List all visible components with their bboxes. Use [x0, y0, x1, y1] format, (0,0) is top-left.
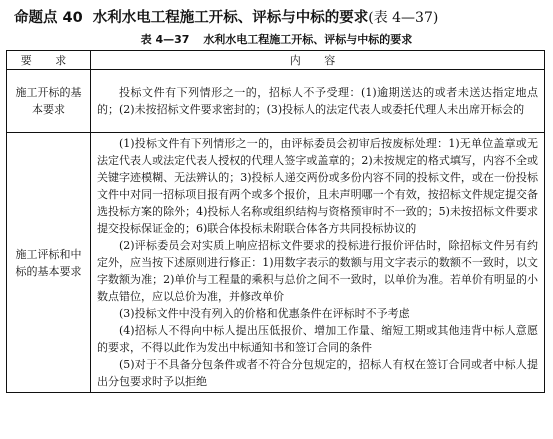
heading-number: 命题点 40	[14, 10, 83, 26]
row-content	[91, 70, 545, 133]
column-header-content: 内 容	[91, 51, 545, 70]
content-paragraph: (1)投标文件有下列情形之一的，由评标委员会初审后按废标处理：1)无单位盖章或无法定代表人或法定代表人授权的代理人签字或盖章的；2)未按规定的格式填写，内容不全或关键字迹模糊、无法辨认的；3)投标人递交两份或多份内容不同的投标文件，或在一份投标文件中对同一招标项目报有两个或多个报价，且未声明哪一个有效，按招标文件规定提交备选投标方案的除外；4)投标人名称或组织结构与资格预审时不一致的；5)未按招标文件要求提交投标保证金的；6)联合体投标未附联合体各方共同投标协议的	[97, 137, 538, 235]
table-caption-title: 水利水电工程施工开标、评标与中标的要求	[203, 33, 413, 46]
heading-title: 水利水电工程施工开标、评标与中标的要求	[92, 10, 369, 26]
row-label: 施工评标和中标的基本要求	[7, 133, 91, 393]
requirements-table	[6, 50, 545, 393]
section-heading	[14, 6, 438, 27]
content-paragraph: (4)招标人不得向中标人提出压低报价、增加工作量、缩短工期或其他违背中标人意愿的要求，不得以此作为发出中标通知书和签订合同的条件	[97, 324, 538, 354]
table-header-row	[7, 51, 545, 70]
table-row	[7, 133, 545, 393]
row-label: 施工开标的基本要求	[7, 70, 91, 133]
column-header-requirement: 要 求	[7, 51, 91, 70]
content-paragraph: 投标文件有下列情形之一的，招标人不予受理：(1)逾期送达的或者未送达指定地点的；(2)未按招标文件要求密封的；(3)投标人的法定代表人或委托代理人未出席开标会的	[97, 86, 538, 116]
table-caption-id: 表 4—37	[140, 33, 190, 46]
content-paragraph: (2)评标委员会对实质上响应招标文件要求的投标进行报价评估时，除招标文件另有约定外，应当按下述原则进行修正：1)用数字表示的数额与用文字表示的数额不一致时，以文字数额为准；2)单价与工程量的乘积与总价之间不一致时，以单价为准。若单价有明显的小数点错位，应以总价为准，并修改单价	[97, 239, 538, 303]
content-paragraph: (3)投标文件中没有列入的价格和优惠条件在评标时不予考虑	[119, 307, 410, 320]
table-caption	[0, 31, 553, 47]
table-row	[7, 70, 545, 133]
content-paragraph: (5)对于不具备分包条件或者不符合分包规定的，招标人有权在签订合同或者中标人提出分包要求时予以拒绝	[97, 358, 538, 388]
heading-table-reference: (表 4—37)	[368, 10, 439, 26]
row-content	[91, 133, 545, 393]
